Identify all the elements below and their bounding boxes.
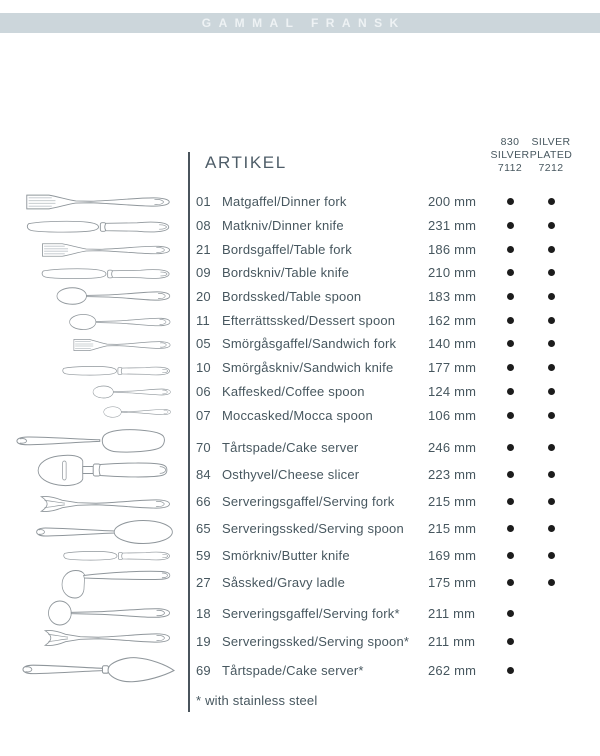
article-name: Matgaffel/Dinner fork [222, 194, 347, 210]
availability-dot [548, 246, 555, 253]
mocca-spoon-illustration [104, 407, 171, 418]
table-row [196, 285, 580, 309]
column-header-line: SILVER [531, 136, 571, 148]
article-name: Bordskniv/Table knife [222, 265, 350, 281]
dot-cell-830-silver [492, 444, 528, 451]
article-size: 210 mm [428, 265, 477, 281]
availability-dot [548, 525, 555, 532]
article-code: 19 [196, 634, 211, 650]
dot-cell-830-silver [492, 525, 528, 532]
column-header-line: SILVER [490, 148, 530, 161]
availability-dot [507, 444, 514, 451]
availability-dot [507, 388, 514, 395]
column-header-line: 7212 [538, 161, 564, 174]
article-name: Bordssked/Table spoon [222, 289, 362, 305]
availability-dot [507, 412, 514, 419]
column-header-line: 830 [500, 136, 520, 148]
availability-dot [507, 269, 514, 276]
article-code: 84 [196, 466, 211, 482]
dot-cell-830-silver [492, 317, 528, 324]
table-row [196, 488, 580, 515]
dot-cell-830-silver [492, 471, 528, 478]
availability-dot [548, 317, 555, 324]
article-name: Tårtspade/Cake server* [222, 662, 364, 678]
availability-dot [507, 610, 514, 617]
table-row [196, 190, 580, 214]
dot-cell-silver-plated [528, 340, 574, 347]
dessert-spoon-illustration [70, 315, 170, 330]
article-name: Tårtspade/Cake server [222, 439, 359, 455]
article-name: Moccasked/Mocca spoon [222, 407, 373, 423]
availability-dot [548, 579, 555, 586]
article-size: 200 mm [428, 194, 477, 210]
dot-cell-silver-plated [528, 579, 574, 586]
serving-fork-stainless-illustration [45, 630, 169, 645]
table-row [196, 656, 580, 685]
table-row [196, 461, 580, 488]
availability-dot [548, 269, 555, 276]
article-size: 215 mm [428, 520, 477, 536]
dot-cell-silver-plated [528, 222, 574, 229]
dot-cell-silver-plated [528, 471, 574, 478]
availability-dot [507, 471, 514, 478]
cake-server-stainless-illustration [23, 658, 174, 682]
article-size: 246 mm [428, 439, 477, 455]
dot-cell-silver-plated [528, 293, 574, 300]
table-row [196, 332, 580, 356]
availability-dot [548, 444, 555, 451]
table-row [196, 599, 580, 628]
article-size: 162 mm [428, 312, 477, 328]
availability-dot [548, 340, 555, 347]
article-code: 08 [196, 218, 211, 234]
dot-cell-silver-plated [528, 317, 574, 324]
availability-dot [548, 364, 555, 371]
serving-fork-illustration [41, 496, 169, 511]
availability-dot [507, 198, 514, 205]
dot-cell-830-silver [492, 340, 528, 347]
article-name: Matkniv/Dinner knife [222, 218, 344, 234]
article-code: 21 [196, 241, 211, 257]
series-banner [0, 13, 600, 33]
article-size: 211 mm [428, 634, 476, 650]
table-row [196, 308, 580, 332]
article-code: 11 [196, 312, 210, 328]
series-title: GAMMAL FRANSK [201, 16, 406, 30]
article-size: 215 mm [428, 493, 477, 509]
availability-dot [507, 246, 514, 253]
article-code: 70 [196, 439, 211, 455]
table-row [196, 214, 580, 238]
column-header-830-silver [488, 136, 532, 174]
article-table [188, 190, 580, 684]
article-size: 175 mm [428, 574, 477, 590]
dot-cell-830-silver [492, 579, 528, 586]
gravy-ladle-illustration [62, 571, 170, 599]
article-code: 01 [196, 194, 211, 210]
availability-dot [507, 552, 514, 559]
availability-dot [548, 222, 555, 229]
dot-cell-silver-plated [528, 198, 574, 205]
dot-cell-830-silver [492, 412, 528, 419]
dot-cell-830-silver [492, 388, 528, 395]
table-row [196, 237, 580, 261]
availability-dot [507, 579, 514, 586]
table-knife-illustration [42, 269, 169, 279]
article-name: Serveringsgaffel/Serving fork* [222, 605, 400, 621]
dot-cell-830-silver [492, 498, 528, 505]
article-size: 140 mm [428, 336, 477, 352]
article-name: Osthyvel/Cheese slicer [222, 466, 360, 482]
article-name: Smörgåsgaffel/Sandwich fork [222, 336, 397, 352]
article-size: 106 mm [428, 407, 477, 423]
article-code: 20 [196, 289, 211, 305]
article-name: Smörgåskniv/Sandwich knife [222, 360, 394, 376]
table-section-1 [196, 434, 580, 596]
cheese-slicer-illustration [38, 455, 167, 485]
article-name: Kaffesked/Coffee spoon [222, 383, 365, 399]
availability-dot [548, 412, 555, 419]
article-size: 211 mm [428, 605, 476, 621]
cutlery-illustrations [0, 185, 190, 700]
dot-cell-silver-plated [528, 412, 574, 419]
dot-cell-830-silver [492, 198, 528, 205]
article-name: Smörkniv/Butter knife [222, 547, 350, 563]
dot-cell-silver-plated [528, 444, 574, 451]
article-size: 262 mm [428, 662, 477, 678]
table-row [196, 434, 580, 461]
article-code: 66 [196, 493, 211, 509]
sandwich-fork-illustration [74, 339, 170, 350]
dot-cell-830-silver [492, 610, 528, 617]
table-section-2 [196, 599, 580, 685]
article-name: Efterrättssked/Dessert spoon [222, 312, 396, 328]
column-header-silver-plated [529, 136, 573, 174]
article-name: Såssked/Gravy ladle [222, 574, 346, 590]
dot-cell-830-silver [492, 364, 528, 371]
article-code: 59 [196, 547, 211, 563]
table-row [196, 569, 580, 596]
availability-dot [507, 317, 514, 324]
table-fork-illustration [42, 244, 169, 257]
dot-cell-830-silver [492, 269, 528, 276]
dot-cell-silver-plated [528, 498, 574, 505]
dot-cell-830-silver [492, 552, 528, 559]
article-code: 07 [196, 407, 211, 423]
article-code: 10 [196, 360, 211, 376]
article-code: 69 [196, 662, 211, 678]
artikel-column-header: ARTIKEL [205, 153, 287, 172]
article-code: 18 [196, 605, 211, 621]
dot-cell-830-silver [492, 667, 528, 674]
article-size: 186 mm [428, 241, 477, 257]
article-size: 223 mm [428, 466, 477, 482]
article-code: 05 [196, 336, 211, 352]
article-code: 27 [196, 574, 211, 590]
dinner-knife-illustration [27, 221, 168, 232]
article-name: Bordsgaffel/Table fork [222, 241, 352, 257]
coffee-spoon-illustration [93, 386, 170, 398]
butter-knife-illustration [64, 551, 170, 560]
dot-cell-830-silver [492, 222, 528, 229]
article-code: 06 [196, 383, 211, 399]
availability-dot [507, 667, 514, 674]
column-header-line: PLATED [529, 148, 573, 161]
table-row [196, 356, 580, 380]
table-row [196, 515, 580, 542]
availability-dot [507, 525, 514, 532]
article-size: 124 mm [428, 383, 477, 399]
availability-dot [548, 293, 555, 300]
article-name: Serveringssked/Serving spoon* [222, 634, 410, 650]
article-name: Serveringssked/Serving spoon [222, 520, 404, 536]
availability-dot [507, 222, 514, 229]
dot-cell-silver-plated [528, 388, 574, 395]
article-size: 169 mm [428, 547, 477, 563]
availability-dot [507, 340, 514, 347]
serving-spoon-illustration [37, 521, 173, 544]
availability-dot [548, 552, 555, 559]
article-name: Serveringsgaffel/Serving fork [222, 493, 395, 509]
article-size: 231 mm [428, 218, 477, 234]
table-spoon-illustration [57, 288, 170, 305]
availability-dot [507, 498, 514, 505]
article-size: 183 mm [428, 289, 477, 305]
availability-dot [548, 471, 555, 478]
availability-dot [548, 498, 555, 505]
sandwich-knife-illustration [63, 366, 170, 375]
article-code: 65 [196, 520, 211, 536]
column-header-line: 7112 [497, 161, 523, 174]
availability-dot [507, 364, 514, 371]
stainless-steel-footnote: * with stainless steel [196, 693, 318, 708]
availability-dot [507, 293, 514, 300]
dot-cell-silver-plated [528, 269, 574, 276]
table-row [196, 380, 580, 404]
table-row [196, 403, 580, 427]
table-row [196, 627, 580, 656]
cake-server-illustration [17, 430, 164, 452]
dot-cell-830-silver [492, 638, 528, 645]
dinner-fork-illustration [27, 195, 169, 209]
article-size: 177 mm [428, 360, 477, 376]
availability-dot [507, 638, 514, 645]
dot-cell-silver-plated [528, 525, 574, 532]
availability-dot [548, 198, 555, 205]
availability-dot [548, 388, 555, 395]
dot-cell-830-silver [492, 293, 528, 300]
serving-spoon-stainless-illustration [49, 601, 170, 625]
table-section-0 [196, 190, 580, 427]
table-row [196, 261, 580, 285]
dot-cell-830-silver [492, 246, 528, 253]
dot-cell-silver-plated [528, 552, 574, 559]
dot-cell-silver-plated [528, 246, 574, 253]
dot-cell-silver-plated [528, 364, 574, 371]
table-row [196, 542, 580, 569]
article-code: 09 [196, 265, 211, 281]
